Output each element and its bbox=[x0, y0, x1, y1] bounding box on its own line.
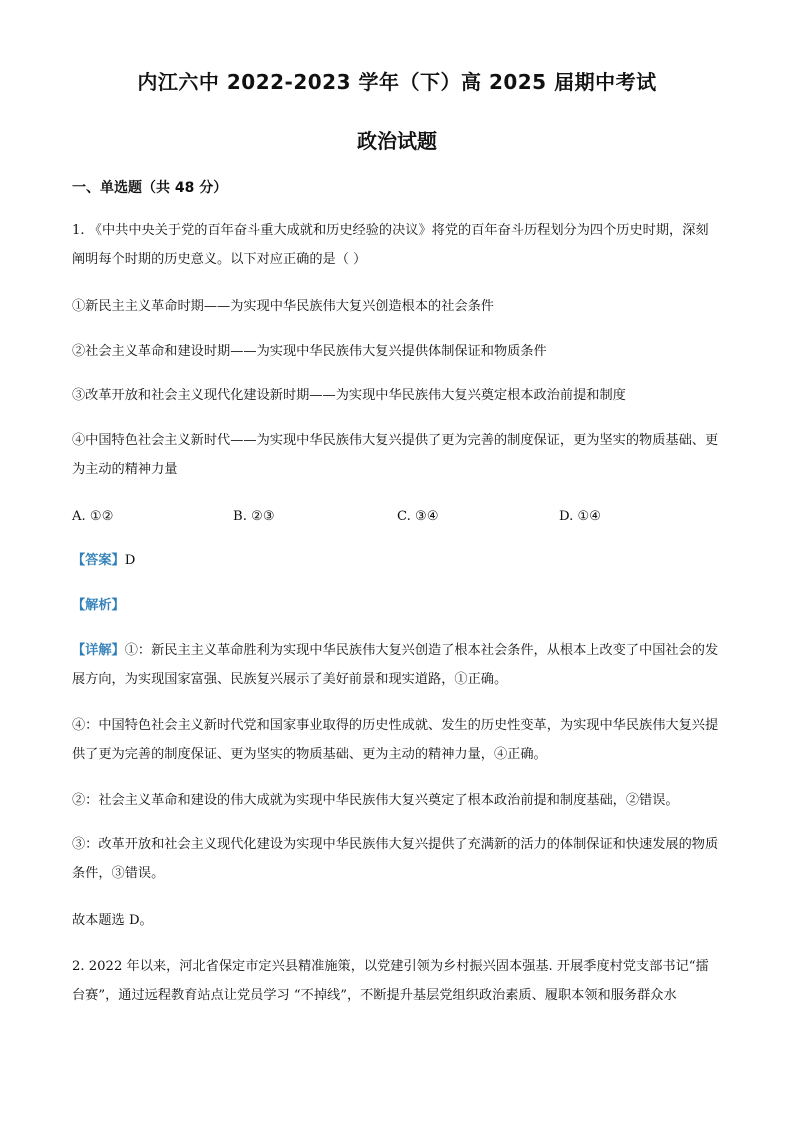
exam-title: 内江六中 2022-2023 学年（下）高 2025 届期中考试 bbox=[137, 70, 657, 94]
answer-options bbox=[72, 502, 720, 531]
analysis-tag: 【解析】 bbox=[72, 598, 125, 613]
option-b: B. ②③ bbox=[233, 509, 275, 524]
detail-paragraph-1 bbox=[72, 636, 720, 694]
answer-tag: 【答案】 bbox=[72, 553, 125, 568]
option-a: A. ①② bbox=[72, 509, 114, 524]
answer-line bbox=[72, 546, 135, 575]
section-heading: 一、单选题（共 48 分） bbox=[72, 180, 228, 196]
option-d: D. ①④ bbox=[559, 509, 602, 524]
detail-paragraph-4: ③：改革开放和社会主义现代化建设为实现中华民族伟大复兴提供了充满新的活力的体制保证和快速发展的物质条件，③错误。 bbox=[72, 837, 719, 881]
detail-paragraph-3: ②：社会主义革命和建设的伟大成就为实现中华民族伟大复兴奠定了根本政治前提和制度基础，②错误。 bbox=[72, 793, 679, 808]
analysis-line bbox=[72, 591, 125, 620]
exam-subject-title: 政治试题 bbox=[357, 129, 437, 153]
statement-3: ③改革开放和社会主义现代化建设新时期——为实现中华民族伟大复兴奠定根本政治前提和制度 bbox=[72, 388, 626, 403]
question-2-stem: 2. 2022 年以来，河北省保定市定兴县精准施策，以党建引领为乡村振兴固本强基. 开展季度村党支部书记“擂台赛”，通过远程教育站点让党员学习 “不掉线”，不断提升基层党组织政治素质、履职本领和服务群众水 bbox=[72, 959, 709, 1003]
detail-paragraph-2: ④：中国特色社会主义新时代党和国家事业取得的历史性成就、发生的历史性变革，为实现中华民族伟大复兴提供了更为完善的制度保证、更为坚实的物质基础、更为主动的精神力量，④正确。 bbox=[72, 718, 719, 762]
detail-tag: 【详解】 bbox=[72, 643, 125, 658]
option-c: C. ③④ bbox=[397, 509, 439, 524]
statement-2: ②社会主义革命和建设时期——为实现中华民族伟大复兴提供体制保证和物质条件 bbox=[72, 344, 547, 359]
conclusion-line: 故本题选 D。 bbox=[72, 913, 153, 928]
detail-text-1: ①：新民主主义革命胜利为实现中华民族伟大复兴创造了根本社会条件，从根本上改变了中国社会的发展方向，为实现国家富强、民族复兴展示了美好前景和现实道路，①正确。 bbox=[72, 643, 719, 687]
statement-4: ④中国特色社会主义新时代——为实现中华民族伟大复兴提供了更为完善的制度保证，更为坚实的物质基础、更为主动的精神力量 bbox=[72, 433, 719, 477]
statement-1: ①新民主主义革命时期——为实现中华民族伟大复兴创造根本的社会条件 bbox=[72, 299, 494, 314]
question-1-stem: 1. 《中共中央关于党的百年奋斗重大成就和历史经验的决议》将党的百年奋斗历程划分为四个历史时期，深刻阐明每个时期的历史意义。以下对应正确的是（ ） bbox=[72, 223, 709, 267]
answer-value: D bbox=[124, 553, 136, 568]
